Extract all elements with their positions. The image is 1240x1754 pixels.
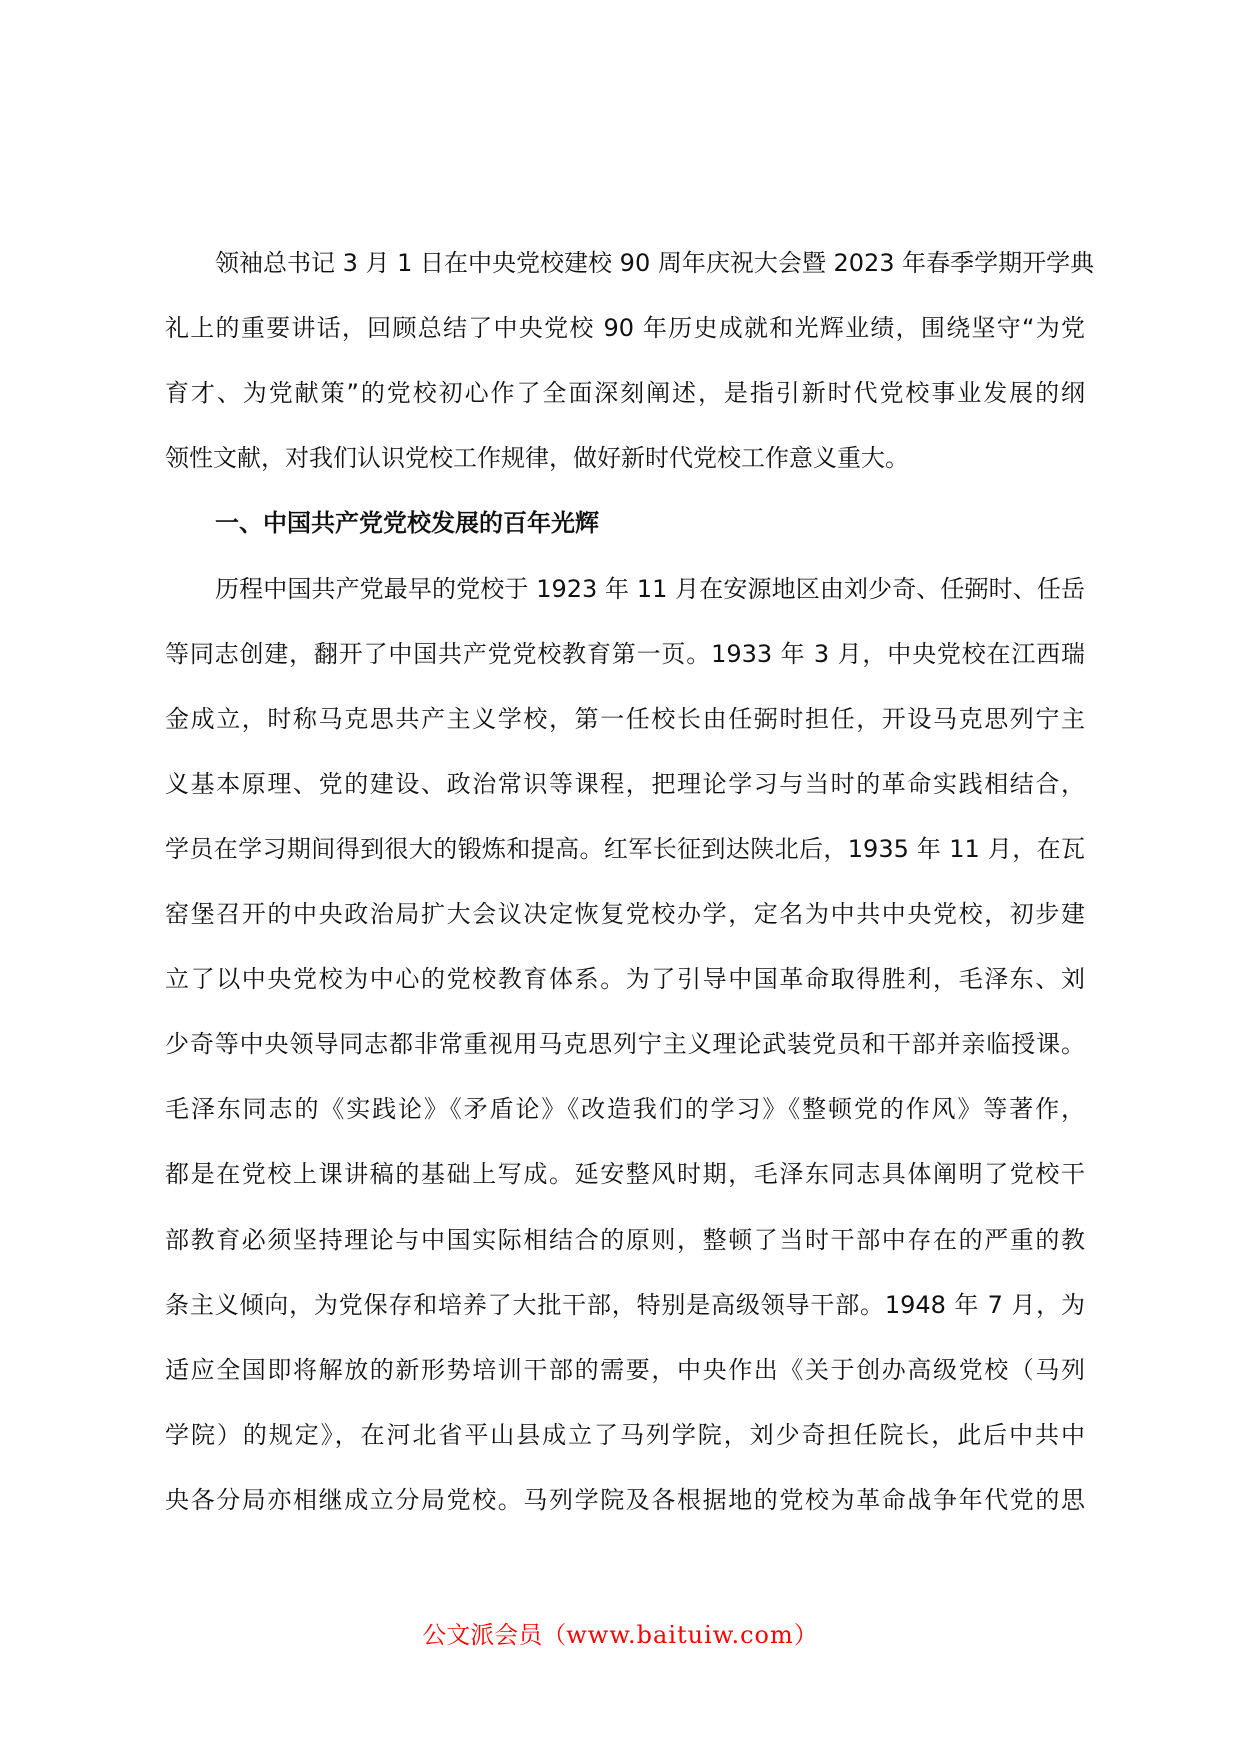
paragraph-line: 历程中国共产党最早的党校于 1923 年 11 月在安源地区由刘少奇、任弼时、任岳 [215,575,1085,603]
paragraph-line: 礼上的重要讲话，回顾总结了中央党校 90 年历史成就和光辉业绩，围绕坚守“为党 [165,314,1085,342]
footer-watermark [0,1615,1240,1650]
paragraph-line: 适应全国即将解放的新形势培训干部的需要，中央作出《关于创办高级党校（马列 [165,1356,1085,1384]
footer-url-link[interactable]: www.baituiw.com [566,1621,794,1649]
paragraph-line: 领袖总书记 3 月 1 日在中央党校建校 90 周年庆祝大会暨 2023 年春季学期开学典 [215,249,1095,277]
paragraph-line: 毛泽东同志的《实践论》《矛盾论》《改造我们的学习》《整顿党的作风》等著作， [165,1095,1085,1123]
paragraph-line: 部教育必须坚持理论与中国实际相结合的原则，整顿了当时干部中存在的严重的教 [165,1226,1085,1254]
paragraph-line: 等同志创建，翻开了中国共产党党校教育第一页。1933 年 3 月，中央党校在江西瑞 [165,640,1085,668]
paragraph-line: 少奇等中央领导同志都非常重视用马克思列宁主义理论武装党员和干部并亲临授课。 [165,1030,1085,1058]
section-heading: 一、中国共产党党校发展的百年光辉 [215,509,599,537]
footer-label: 公文派会员（ [422,1621,567,1649]
paragraph-line: 立了以中央党校为中心的党校教育体系。为了引导中国革命取得胜利，毛泽东、刘 [165,965,1085,993]
paragraph-line: 金成立，时称马克思共产主义学校，第一任校长由任弼时担任，开设马克思列宁主 [165,705,1085,733]
paragraph-line: 窑堡召开的中央政治局扩大会议决定恢复党校办学，定名为中共中央党校，初步建 [165,900,1085,928]
paragraph-line: 学员在学习期间得到很大的锻炼和提高。红军长征到达陕北后，1935 年 11 月，在瓦 [165,835,1085,863]
paragraph-line: 条主义倾向，为党保存和培养了大批干部，特别是高级领导干部。1948 年 7 月，为 [165,1291,1085,1319]
paragraph-line: 义基本原理、党的建设、政治常识等课程，把理论学习与当时的革命实践相结合， [165,770,1085,798]
paragraph-line: 领性文献，对我们认识党校工作规律，做好新时代党校工作意义重大。 [165,444,909,472]
footer-close-paren: ） [793,1621,818,1649]
paragraph-line: 都是在党校上课讲稿的基础上写成。延安整风时期，毛泽东同志具体阐明了党校干 [165,1160,1085,1188]
paragraph-line: 央各分局亦相继成立分局党校。马列学院及各根据地的党校为革命战争年代党的思 [165,1486,1085,1514]
paragraph-line: 学院）的规定》，在河北省平山县成立了马列学院，刘少奇担任院长，此后中共中 [165,1421,1085,1449]
paragraph-line: 育才、为党献策”的党校初心作了全面深刻阐述，是指引新时代党校事业发展的纲 [165,379,1085,407]
